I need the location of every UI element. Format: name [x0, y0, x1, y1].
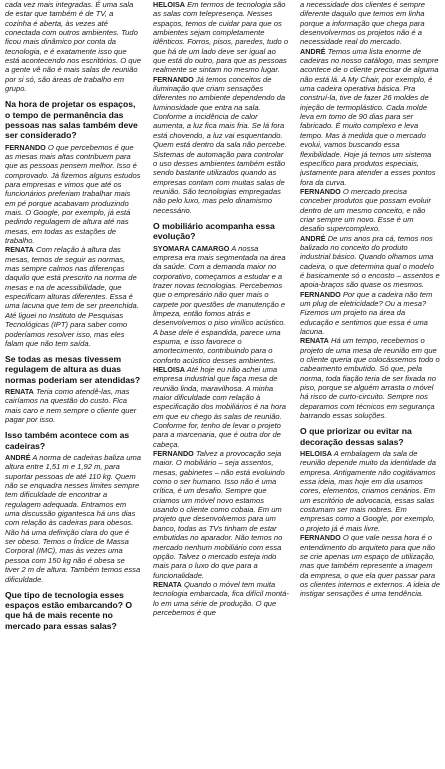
- answer-syomara: [153, 244, 289, 365]
- answer-text: O que vale nessa hora é o entendimento do arquiteto para que não se crie apenas um espaço de utilização, mas que também represente a imagem da empresa, o que ela quer passar para os clientes internos e externos. A ideia de instigar sensações é uma tendência.: [300, 533, 440, 599]
- speaker-name: SYOMARA CAMARGO: [153, 243, 230, 253]
- paragraph-continued: a necessidade dos clientes é sempre diferente daquilo que temos em linha porque a informação que chega para desenvolvermos os projetos não é a necessidade real do mercado.: [300, 0, 425, 47]
- answer-fernando: [5, 143, 141, 246]
- answer-text: A norma de cadeiras baliza uma altura entre 1,51 m e 1,92 m, para suportar pessoas de até 110 kg. Quem não se enquadra nesses limites sempre tem dificuldade de encontrar a regulagem adequada. Entramos em uma discussão gigantesca há uns dias com relação às cadeiras para obesos. Não há uma definição clara do que é ser obeso. Temos o Índice de Massa Corporal (IMC), mas às vezes uma pessoa com 150 kg não é obesa se tiver 2 m de altura. Também temos essa dificuldade.: [5, 453, 141, 584]
- speaker-name: RENATA: [5, 387, 34, 397]
- answer-text: Já temos conceitos de iluminação que criam sensações diferentes no ambiente dependendo da luminosidade que entra na sala. Conforme a incidência de calor aumenta, a luz fica mais fria. Se lá fora está chovendo, a luz vai esquentando. Quem está dentro da sala não percebe. Sistemas de automação para controlar o uso desses ambientes também estão sendo bastante utilizados quando as empresas contam com muitas salas de reunião. São tecnologias empregadas não pelo luxo, mas pelo dinamismo necessário.: [153, 74, 287, 215]
- question-heading-chairs: Isso também acontece com as cadeiras?: [5, 430, 130, 451]
- answer-text: A embalagem da sala de reunião depende muito da identidade da empresa. Antigamente não cogitávamos essa ideia, mas hoje em dia usamos cores, elementos, criamos cenários. Em um escritório de advocacia, essas salas costumam ser mais nobres. Em empresas como a Google, por exemplo, o projeto já é mais livre.: [300, 449, 436, 533]
- answer-renata: [300, 336, 440, 420]
- speaker-name: HELOISA: [153, 364, 185, 374]
- speaker-name: HELOISA: [153, 0, 185, 9]
- answer-fernando: [300, 187, 440, 234]
- column-middle: [153, 0, 289, 769]
- answer-text: Há um tempo, recebemos o projeto de uma mesa de reunião em que o cliente queria que colocássemos todo o cabeamento embutido. Só que, pela norma, toda fiação teria de ser fixada no piso, porque se alguém arrasta o móvel há risco de curto-circuito. Sempre nos deparamos com técnicos em segurança barrando essas soluções.: [300, 336, 440, 421]
- speaker-name: FERNANDO: [153, 74, 194, 84]
- speaker-name: ANDRÉ: [300, 233, 326, 243]
- answer-renata: [5, 245, 141, 348]
- speaker-name: ANDRÉ: [5, 453, 31, 463]
- answer-text: Com relação à altura das mesas, temos de seguir as normas, mas sempre calmos nas diferenças daquilo que está prescrito na norma de mesas e na de acessibilidade, que especificam alturas diferentes. Essa é uma lacuna que tem de ser preenchida. Até liguei no Instituto de Pesquisas Tecnológicas (IPT) para saber como poderíamos resolver isso, mas eles falam que não tem saída.: [5, 245, 139, 348]
- answer-andre: [300, 234, 440, 290]
- speaker-name: FERNANDO: [153, 449, 194, 459]
- question-heading-technology: Que tipo de tecnologia esses espaços estão embarcando? O que há de mais recente no mercado para essas salas?: [5, 589, 133, 631]
- question-heading-decoration: O que priorizar ou evitar na decoração dessas salas?: [300, 426, 412, 447]
- answer-text: O mercado precisa conceber produtos que possam evoluir dentro de um mesmo conceito, e não criar sempre um novo. Esse é um desafio supercomplexo.: [300, 186, 431, 234]
- speaker-name: HELOISA: [300, 449, 332, 459]
- answer-heloisa: [153, 365, 289, 449]
- answer-text: Talvez a provocação seja maior. O mobiliário – seja assentos, mesas, gabinetes – não está evoluindo como o ser humano. Isso não é uma crítica, é um desafio. Sempre que criamos um móvel novo estamos usando o cliente como cobaia. Em um projeto que desenvolvemos para um banco, todas as TVs tinham de estar embutidas no aparador. Não temos no mercado nenhum mobiliário com essa opção. Talvez o mercado esteja indo mais para o luxo do que para a funcionalidade.: [153, 449, 285, 580]
- speaker-name: RENATA: [5, 245, 34, 255]
- answer-renata: [5, 387, 141, 424]
- answer-text: Temos uma lista enorme de cadeiras no nosso catálogo, mas sempre acontece de o cliente precisar de alguma não está lá. A My Chair, por exemplo, é uma cadeira operativa básica. Pra construí-la, tive de fazer 26 moldes de injeção de termoplástico. Cada molde leva em torno de 90 dias para ser fabricado. É muito complexo e leva tempo. Mas à medida que o mercado evolui, vamos buscando essa flexibilidade. Hoje já temos um sistema específico para produtos especiais, justamente para atender a esses pontos fora da curva.: [300, 46, 439, 187]
- answer-andre: [300, 47, 440, 187]
- speaker-name: FERNANDO: [300, 186, 341, 196]
- answer-heloisa: [300, 449, 440, 533]
- speaker-name: ANDRÉ: [300, 46, 326, 56]
- answer-text: Até hoje eu não achei uma empresa industrial que faça mesa de reunião linda, maravilhosa. A minha maior dificuldade com relação à especificação dos mobiliários é na hora em que eu chego às salas de reunião. Conforme for, tenho de levar o projeto para a marcenaria, que é outra dor de cabeça.: [153, 364, 286, 449]
- speaker-name: RENATA: [153, 579, 182, 589]
- answer-heloisa: [153, 0, 289, 75]
- question-heading-furniture: O mobiliário acompanha essa evolução?: [153, 220, 275, 242]
- question-heading-height: Se todas as mesas tivessem regulagem de altura as duas normas poderiam ser atendidas?: [5, 354, 141, 385]
- speaker-name: FERNANDO: [5, 142, 46, 152]
- answer-text: Por que a cadeira não tem um plug de eletricidade? Ou a mesa? Fizemos um projeto na área da educação e sentimos que essa é uma lacuna.: [300, 289, 433, 337]
- answer-text: De uns anos pra cá, temos nos balizado no conceito do produto industrial básico. Quando olhamos uma cadeira, o que determina qual o modelo é basicamente só o encosto – assentos e apoia-braços são quase os mesmos.: [300, 233, 440, 290]
- speaker-name: RENATA: [300, 336, 329, 346]
- paragraph-intro-continued: cada vez mais integradas. É uma sala de estar que também é de TV, a cozinha é aberta, às vezes até conectada com outros ambientes. Tudo ficou mais dinâmico por conta da tecnologia, e é exatamente isso que está acontecendo nos escritórios. O que a gente vê não é mais salas de reunião por si só, são áreas de trabalho em grupo.: [5, 0, 141, 94]
- question-heading-time: Na hora de projetar os espaços, o tempo de permanência das pessoas nas salas também deve ser considerado?: [5, 99, 138, 141]
- answer-fernando: [300, 290, 440, 337]
- answer-text: O que percebemos é que as mesas mais altas contribuem para que as pessoas pensem melhor. Isso é comprovado. Já fizemos alguns estudos para empresas e vimos que até os funcionários preferiam trabalhar mais em pé porque acabavam produzindo mais. O Google, por exemplo, já está pedindo regulagem de altura até nas mesas, em todas as estações de trabalho.: [5, 142, 141, 246]
- answer-text: Quando o móvel tem muita tecnologia embarcada, fica difícil montá-lo em uma série de produção. O que percebemos é que: [153, 579, 289, 617]
- column-right: [300, 0, 440, 769]
- answer-text: A nossa empresa era mais segmentada na área da saúde. Com a demanda maior no corporativo, começamos a estudar e a trazer novas tecnologias. Percebemos que o empresário não quer mais o carpete por questões de manutenção e limpeza, então fomos atrás e desenvolvemos o piso vinílico acústico. A base dele é espandida, parece uma espuma, e isso favorece o amortecimento, contribuindo para o conforto acústico desses ambientes.: [153, 243, 286, 365]
- answer-fernando: [300, 533, 440, 598]
- answer-andre: [5, 453, 141, 584]
- column-left: [5, 0, 141, 769]
- speaker-name: FERNANDO: [300, 289, 341, 299]
- answer-text: Em termos de tecnologia são as salas com telepresença. Nesses espaços, temos de cuidar para que os ambientes sejam completamente idênticos. Forros, pisos, paredes, tudo o que há de um lado deve ser igual ao que está do outro, para que as pessoas realmente se sintam no mesmo lugar.: [153, 0, 289, 75]
- speaker-name: FERNANDO: [300, 533, 341, 543]
- answer-fernando: [153, 75, 289, 215]
- answer-text: Teria como atendê-las, mas cairíamos na questão do custo. Fica mais caro e nem sempre o cliente quer pagar por isso.: [5, 387, 137, 425]
- answer-fernando: [153, 449, 289, 580]
- answer-renata: [153, 580, 289, 617]
